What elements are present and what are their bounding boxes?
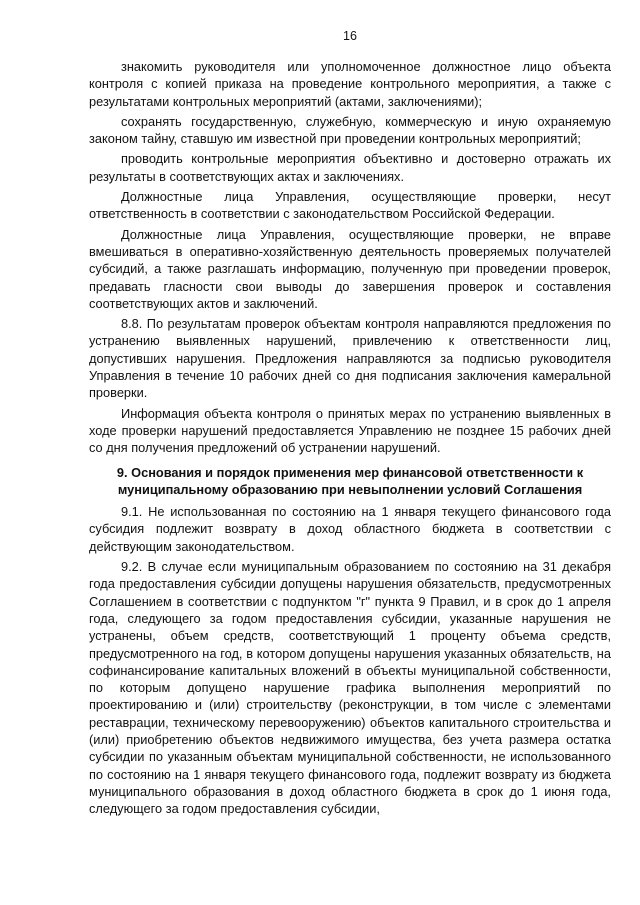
paragraph-non-interference: Должностные лица Управления, осуществляющие проверки, не вправе вмешиваться в оперативно-хозяйственную деятельность проверяемых получателей субсидий, а также разглашать информацию, полученную при проведении проверок, предавать гласности свои выводы до завершения проверок и составления соответствующих актов и заключений. [89,226,611,311]
paragraph-keep-secret: сохранять государственную, служебную, коммерческую и иную охраняемую законом тайну, ставшую им известной при проведении контрольных мероприятий; [89,113,611,147]
paragraph-9-2: 9.2. В случае если муниципальным образованием по состоянию на 31 декабря года предоставления субсидии допущены нарушения обязательств, предусмотренных Соглашением в соответствии с подпунктом "г" пункта 9 Правил, и в срок до 1 апреля года, следующего за годом предоставления субсидии, указанные нарушения не устранены, объем средств, соответствующий 1 проценту объема средств, предусмотренного на год, в котором допущены нарушения указанных обязательств, на софинансирование капитальных вложений в объекты муниципальной собственности, по которым допущено нарушение графика выполнения мероприятий по проектированию и (или) строительству (реконструкции, в том числе с элементами реставрации, техническому перевооружению) объектов капитального строительства и (или) приобретению объектов недвижимого имущества, без учета размера остатка субсидии по указанным объектам муниципальной собственности, не использованного по состоянию на 1 января текущего финансового года, подлежит возврату из бюджета муниципального образования в доход областного бюджета в срок до 1 июня года, следующего за годом предоставления субсидии, [89,559,611,817]
paragraph-9-1: 9.1. Не использованная по состоянию на 1 января текущего финансового года субсидия подлежит возврату в доход областного бюджета в соответствии с действующим законодательством. [89,504,611,554]
paragraph-responsibility: Должностные лица Управления, осуществляющие проверки, несут ответственность в соответствии с законодательством Российской Федерации. [89,189,611,222]
paragraph-control-object-info: Информация объекта контроля о принятых мерах по устранению выявленных в ходе проверки нарушений предоставляется Управлению не позднее 15 рабочих дней со дня получения предложений об устранении нарушений. [89,405,611,456]
paragraph-objective-conduct: проводить контрольные мероприятия объективно и достоверно отражать их результаты в соответствующих актах и заключениях. [89,151,611,184]
page-number: 16 [343,29,357,43]
paragraph-8-8: 8.8. По результатам проверок объектам контроля направляются предложения по устранению выявленных нарушений, привлечению к ответственности лиц, допустивших нарушения. Предложения направляются за подписью руководителя Управления в течение 10 рабочих дней со дня подписания заключения камеральной проверки. [89,316,611,401]
section-heading-9: 9. Основания и порядок применения мер финансовой ответственности к муниципальному образованию при невыполнении условий Соглашения [116,464,584,497]
document-page [89,28,611,817]
paragraph-notify-head: знакомить руководителя или уполномоченное должностное лицо объекта контроля с копией приказа на проведение контрольного мероприятия, а также с результатами контрольных мероприятий (актами, заключениями); [89,59,611,109]
